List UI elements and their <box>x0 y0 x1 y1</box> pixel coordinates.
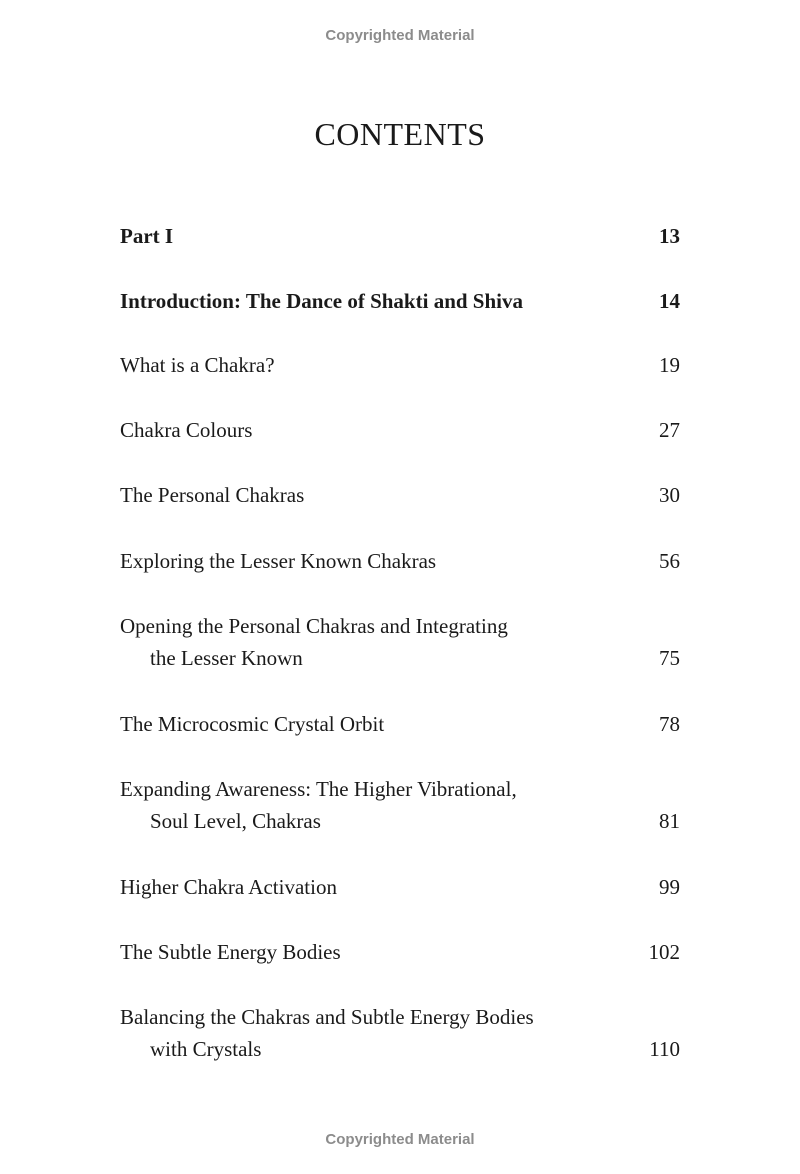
toc-entry-title: Part I <box>120 224 174 248</box>
toc-entry-title <box>120 610 620 674</box>
toc-entry-title-line1: Balancing the Chakras and Subtle Energy Bodies <box>120 1005 534 1029</box>
toc-entry-title-line1: Opening the Personal Chakras and Integrating <box>120 614 508 638</box>
toc-entry-title: The Personal Chakras <box>120 483 305 507</box>
toc-entry-page: 99 <box>659 875 680 899</box>
toc-entry-page: 75 <box>659 646 680 670</box>
toc-entry <box>120 414 680 446</box>
toc-entry-title: Higher Chakra Activation <box>120 875 337 899</box>
toc-entry-page: 81 <box>659 809 680 833</box>
toc-entry-title: Chakra Colours <box>120 418 253 442</box>
toc-entry-page: 78 <box>659 712 680 736</box>
toc-entry-title: Introduction: The Dance of Shakti and Shiva <box>120 289 523 313</box>
toc-entry <box>120 871 680 903</box>
toc-entry-page: 102 <box>648 940 680 964</box>
toc-entry-title: The Microcosmic Crystal Orbit <box>120 712 385 736</box>
toc-entry-title-line2: with Crystals <box>150 1037 262 1061</box>
toc-entry <box>120 220 680 252</box>
toc-entry-title-line1: Expanding Awareness: The Higher Vibrational, <box>120 777 517 801</box>
toc-entry <box>120 708 680 740</box>
toc-entry <box>120 610 680 674</box>
toc-entry-page: 27 <box>659 418 680 442</box>
toc-entry-title: The Subtle Energy Bodies <box>120 940 341 964</box>
toc-entry <box>120 349 680 381</box>
toc-entry-title-line2: the Lesser Known <box>150 646 303 670</box>
toc-entry-title: What is a Chakra? <box>120 353 275 377</box>
toc-entry-page: 14 <box>659 289 680 313</box>
toc-entry <box>120 936 680 968</box>
toc-entry <box>120 545 680 577</box>
toc-entry-page: 56 <box>659 549 680 573</box>
toc-entry <box>120 479 680 511</box>
toc-entry-title <box>120 1001 620 1065</box>
toc-entry <box>120 285 680 317</box>
toc-entry-title: Exploring the Lesser Known Chakras <box>120 549 437 573</box>
toc-entry <box>120 773 680 837</box>
toc-entry-page: 13 <box>659 224 680 248</box>
watermark-top: Copyrighted Material <box>325 27 475 44</box>
toc-entry-page: 110 <box>649 1037 680 1061</box>
toc-entry-page: 19 <box>659 353 680 377</box>
page-title: CONTENTS <box>314 116 486 152</box>
toc-entry-title-line2: Soul Level, Chakras <box>150 809 321 833</box>
toc-entry <box>120 1001 680 1065</box>
toc-entry-page: 30 <box>659 483 680 507</box>
watermark-bottom: Copyrighted Material <box>325 1131 475 1148</box>
toc-entry-title <box>120 773 620 837</box>
